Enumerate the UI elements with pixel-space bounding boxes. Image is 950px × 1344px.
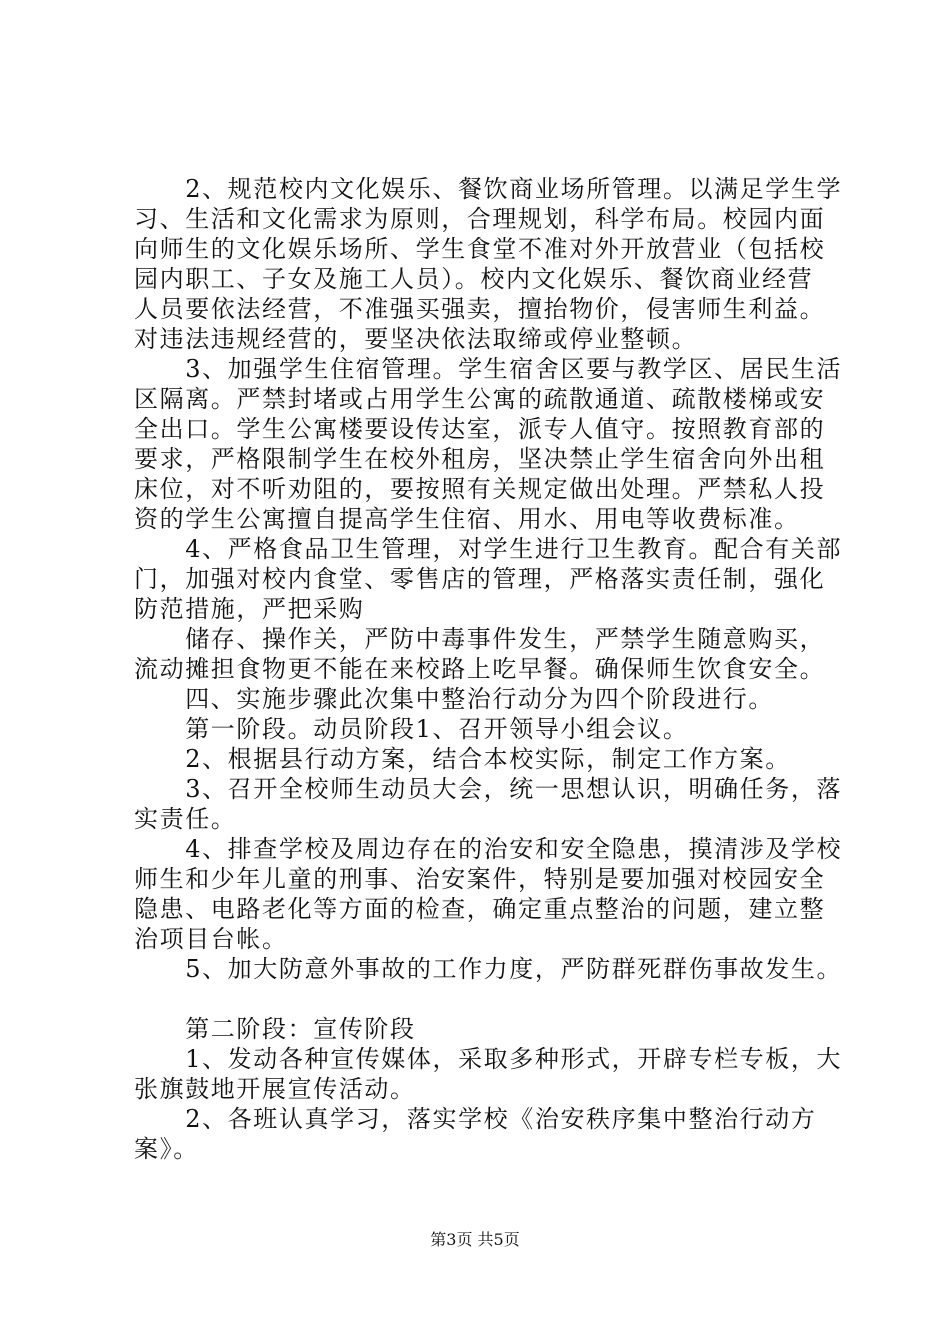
text-line: 全出口。学生公寓楼要设传达室，派专人值守。按照教育部的	[134, 415, 826, 443]
text-line: 2、各班认真学习，落实学校《治安秩序集中整治行动方	[134, 1105, 817, 1133]
text-line: 第二阶段：宣传阶段	[134, 1015, 416, 1043]
text-line: 区隔离。严禁封堵或占用学生公寓的疏散通道、疏散楼梯或安	[134, 385, 826, 413]
text-line: 园内职工、子女及施工人员）。校内文化娱乐、餐饮商业经营	[134, 265, 814, 293]
text-line: 2、根据县行动方案，结合本校实际，制定工作方案。	[134, 745, 791, 773]
text-line: 储存、操作关，严防中毒事件发生，严禁学生随意购买，	[134, 625, 826, 653]
text-line: 习、生活和文化需求为原则，合理规划，科学布局。校园内面	[134, 205, 826, 233]
page-number-footer: 第3页 共5页	[430, 1230, 520, 1249]
text-line: 治项目台帐。	[134, 925, 288, 953]
text-line: 3、加强学生住宿管理。学生宿舍区要与教学区、居民生活	[134, 355, 843, 383]
text-line: 案》。	[134, 1135, 199, 1163]
text-line: 资的学生公寓擅自提高学生住宿、用水、用电等收费标准。	[134, 505, 800, 533]
text-line: 2、规范校内文化娱乐、餐饮商业场所管理。以满足学生学	[134, 175, 843, 203]
text-line: 5、加大防意外事故的工作力度，严防群死群伤事故发生。	[134, 955, 843, 983]
text-line: 向师生的文化娱乐场所、学生食堂不准对外开放营业（包括校	[134, 235, 826, 263]
text-line: 流动摊担食物更不能在来校路上吃早餐。确保师生饮食安全。	[134, 655, 826, 683]
text-line: 第一阶段。动员阶段1、召开领导小组会议。	[134, 715, 689, 743]
text-line: 4、排查学校及周边存在的治安和安全隐患，摸清涉及学校	[134, 835, 843, 863]
text-line: 3、召开全校师生动员大会，统一思想认识，明确任务，落	[134, 775, 843, 803]
text-line: 防范措施，严把采购	[134, 595, 365, 623]
text-line: 床位，对不听劝阻的，要按照有关规定做出处理。严禁私人投	[134, 475, 826, 503]
text-line: 4、严格食品卫生管理，对学生进行卫生教育。配合有关部	[134, 535, 843, 563]
text-line: 张旗鼓地开展宣传活动。	[134, 1075, 416, 1103]
text-line: 要求，严格限制学生在校外租房，坚决禁止学生宿舍向外出租	[134, 445, 826, 473]
text-line	[134, 982, 834, 1016]
text-line: 实责任。	[134, 805, 237, 833]
text-line: 1、发动各种宣传媒体，采取多种形式，开辟专栏专板，大	[134, 1045, 843, 1073]
text-line: 师生和少年儿童的刑事、治安案件，特别是要加强对校园安全	[134, 865, 826, 893]
text-line: 门，加强对校内食堂、零售店的管理，严格落实责任制，强化	[134, 565, 826, 593]
text-line: 隐患、电路老化等方面的检查，确定重点整治的问题，建立整	[134, 895, 826, 923]
text-line: 四、实施步骤此次集中整治行动分为四个阶段进行。	[134, 685, 774, 713]
text-line: 人员要依法经营，不准强买强卖，擅抬物价，侵害师生利益。	[134, 295, 826, 323]
text-line: 对违法违规经营的，要坚决依法取缔或停业整顿。	[134, 325, 698, 353]
